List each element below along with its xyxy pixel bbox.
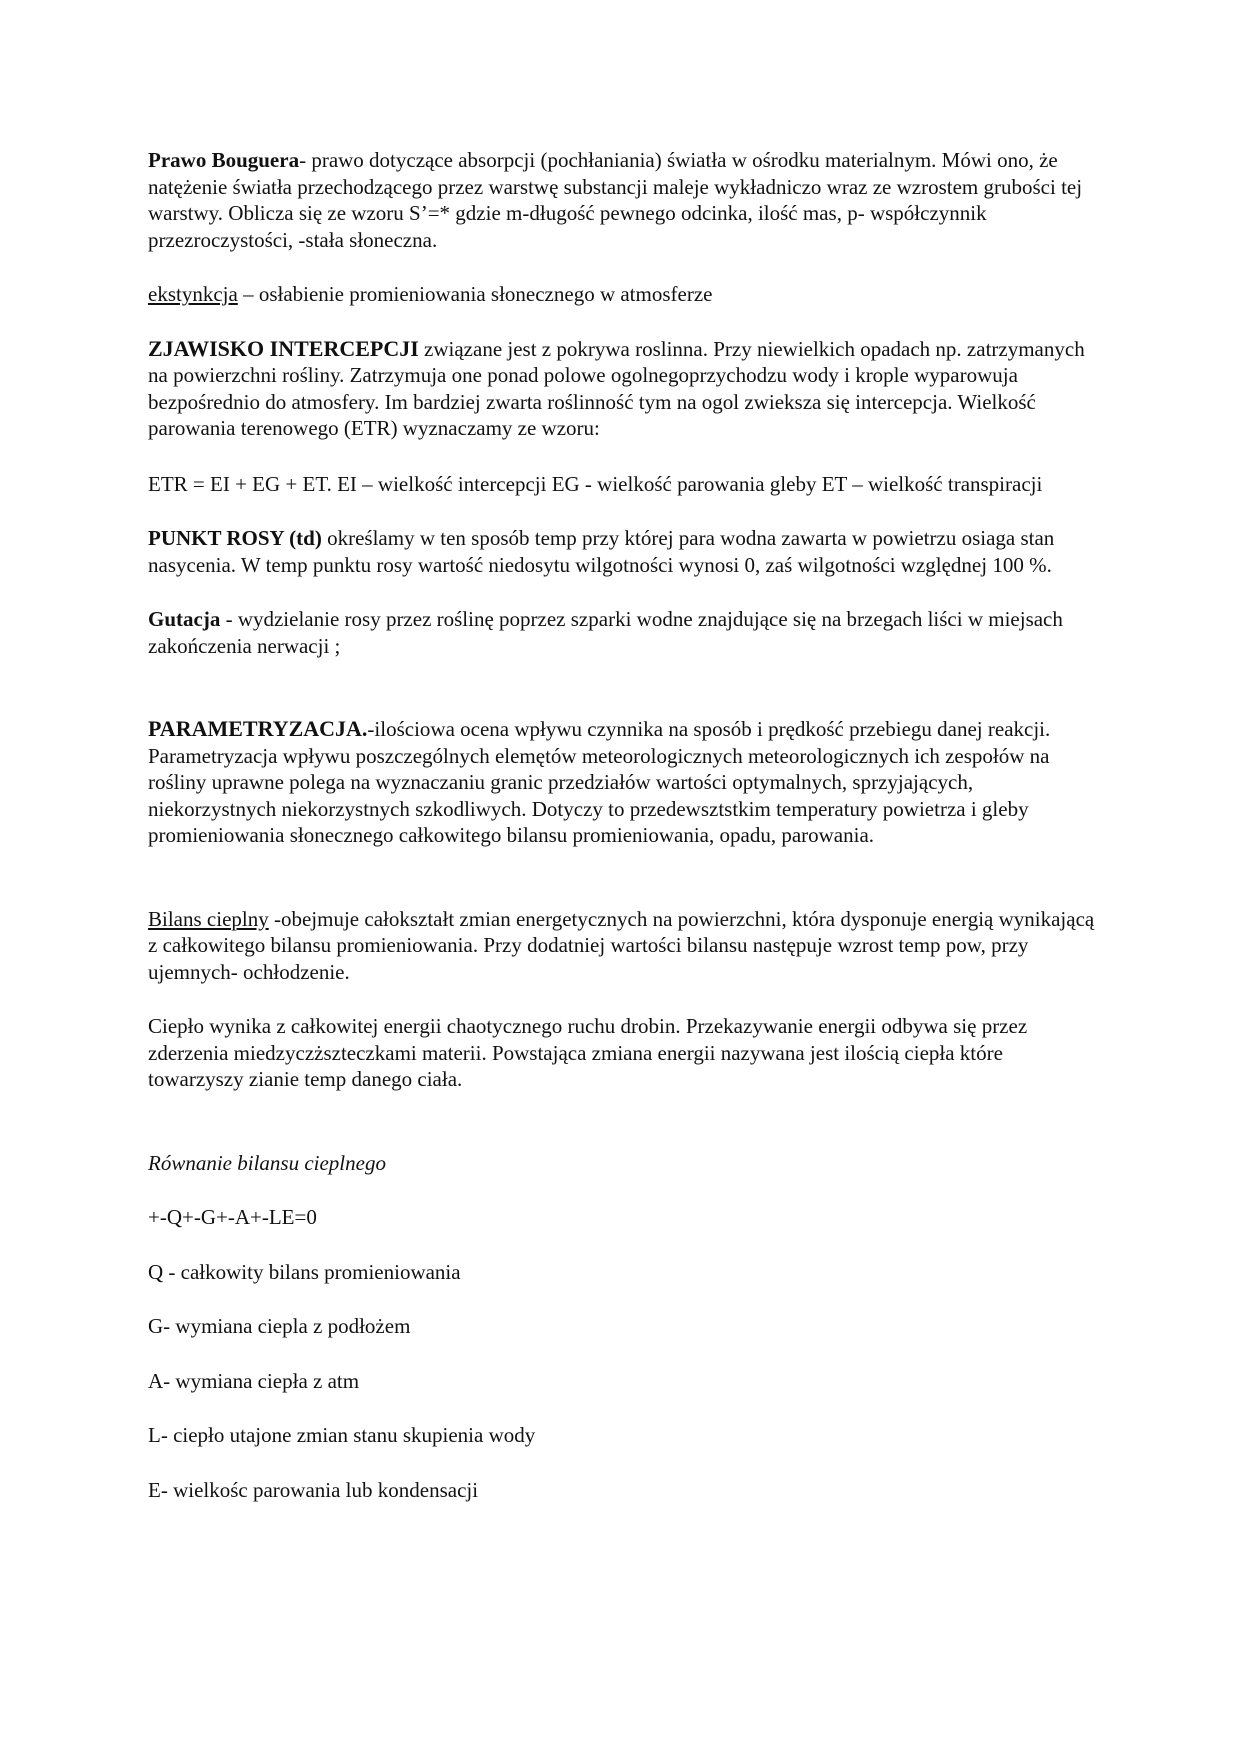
text-gutacja: - wydzielanie rosy przez roślinę poprzez szparki wodne znajdujące się na brzegach liści w miejsach zakończenia nerwacji ; [148,607,1063,658]
paragraph-bilans-cieplny [148,906,1098,986]
text-cieplo: Ciepło wynika z całkowitej energii chaotycznego ruchu drobin. Przekazywanie energii odbywa się przez zderzenia miedzyczższteczkami materii. Powstająca zmiana energii nazywana jest ilością ciepła które towarzyszy zianie temp danego ciała. [148,1014,1028,1091]
heading-rownanie-bilansu: Równanie bilansu cieplnego [148,1150,386,1175]
text-bouguer: - prawo dotyczące absorpcji (pochłaniania) światła w ośrodku materialnym. Mówi ono, że natężenie światła przechodzącego przez warstwę substancji maleje wykładniczo wraz ze wzrostem grubości tej warstwy. Oblicza się ze wzoru S’=* gdzie m-długość pewnego odcinka, ilość mas, p- współczynnik przezroczystości, -stała słoneczna. [148,148,1083,252]
text-parametryzacja: -ilościowa ocena wpływu czynnika na sposób i prędkość przebiegu danej reakcji. Parametryzacja wpływu poszczególnych elemętów meteorologicznych meteorologicznych ich zespołów na rośliny uprawne polega na wyznaczaniu granic przedziałów wartości optymalnych, sprzyjających, niekorzystnych niekorzystnych szkodliwych. Dotyczy to przedewsztstkim temperatury powietrza i gleby promieniowania słonecznego całkowitego bilansu promieniowania, opadu, parowania. [148,717,1051,847]
term-punkt-rosy: PUNKT ROSY (td) [148,526,322,550]
definition-g: G- wymiana ciepla z podłożem [148,1314,411,1338]
term-gutacja: Gutacja [148,607,221,631]
text-punkt-rosy: określamy w ten sposób temp przy której para wodna zawarta w powietrzu osiaga stan nasycenia. W temp punktu rosy wartość niedosytu wilgotności wynosi 0, zaś wilgotności względnej 100 %. [148,526,1055,577]
equation-bilans-cieplny: +-Q+-G+-A+-LE=0 [148,1205,317,1229]
paragraph-gutacja [148,606,1098,659]
paragraph-ekstynkcja [148,281,1098,308]
definition-q: Q - całkowity bilans promieniowania [148,1259,461,1284]
term-ekstynkcja: ekstynkcja [148,282,238,306]
paragraph-cieplo [148,1013,1098,1093]
definition-l: L- ciepło utajone zmian stanu skupienia wody [148,1423,536,1447]
definition-a: A- wymiana ciepła z atm [148,1368,360,1393]
term-intercepcja: ZJAWISKO INTERCEPCJI [148,335,419,361]
paragraph-etr [148,471,1098,498]
paragraph-intercepcja [148,336,1098,442]
text-etr: EI – wielkość intercepcji EG - wielkość parowania gleby ET – wielkość transpiracji [331,471,1043,496]
term-etr: ETR = EI + EG + ET. [148,471,332,496]
paragraph-punkt-rosy [148,525,1098,578]
paragraph-bouguer [148,147,1098,253]
text-intercepcja: związane jest z pokrywa roslinna. Przy niewielkich opadach np. zatrzymanych na powierzchni rośliny. Zatrzymuja one ponad polowe ogolnegoprzychodzu wody i krople wyparowuja bezpośrednio do atmosfery. Im bardziej zwarta roślinność tym na ogol zwieksza się intercepcja. Wielkość parowania terenowego (ETR) wyznaczamy ze wzoru: [148,336,1085,440]
paragraph-parametryzacja [148,716,1098,849]
term-bouguer: Prawo Bouguera [148,148,300,172]
term-bilans-cieplny: Bilans cieplny [148,906,269,931]
text-bilans-cieplny: -obejmuje całokształt zmian energetycznych na powierzchni, która dysponuje energią wynikającą z całkowitego bilansu promieniowania. Przy dodatniej wartości bilansu następuje wzrost temp pow, przy ujemnych- ochłodzenie. [148,906,1095,984]
term-parametryzacja: PARAMETRYZACJA. [148,716,368,741]
definition-e: E- wielkośc parowania lub kondensacji [148,1477,479,1502]
document-body [148,147,1098,1503]
text-ekstynkcja: – osłabienie promieniowania słonecznego w atmosferze [237,282,713,306]
